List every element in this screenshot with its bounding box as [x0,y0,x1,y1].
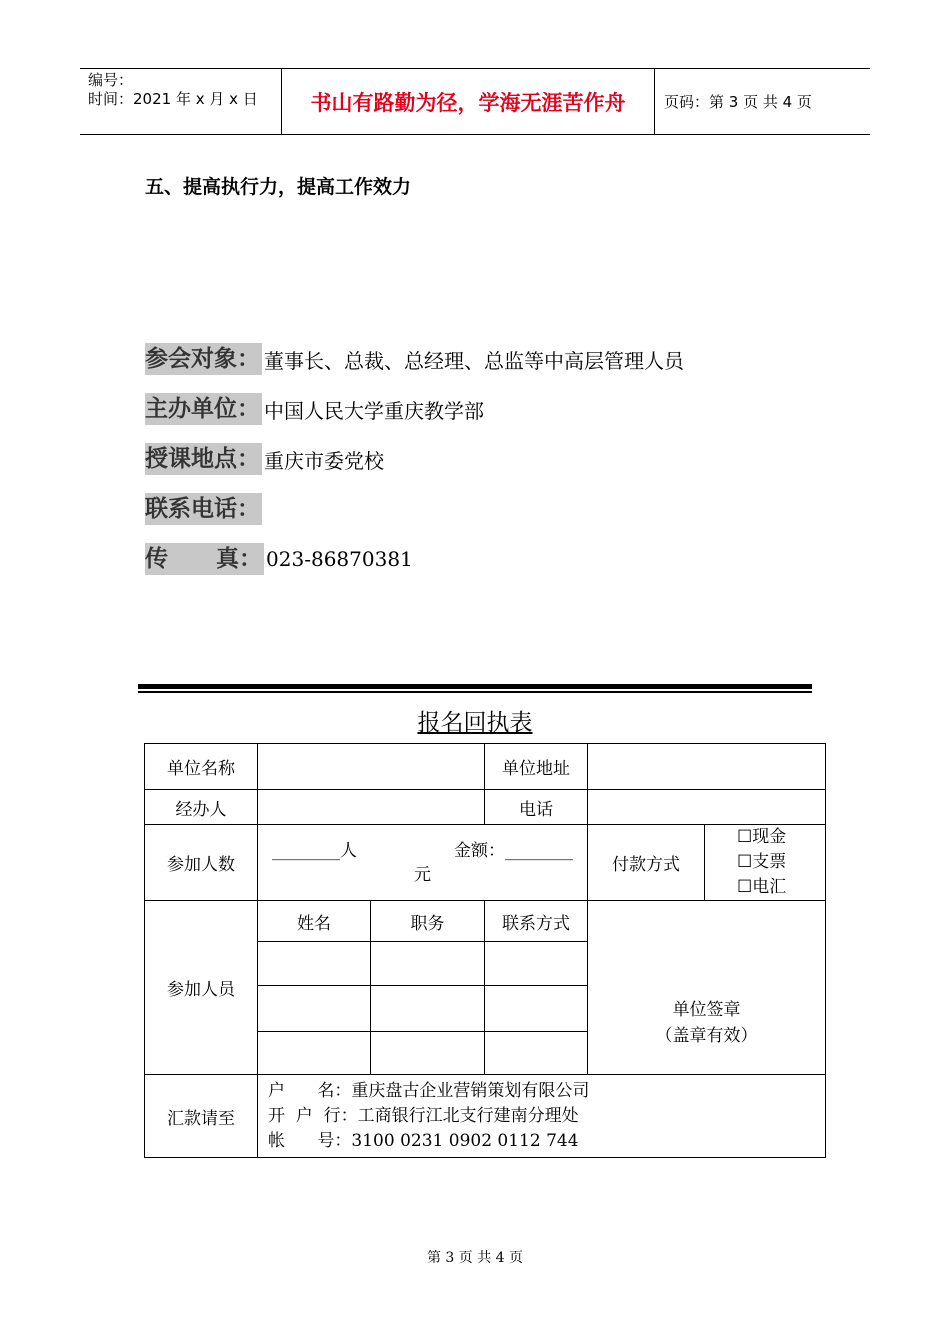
info-row-fax [145,543,413,575]
attendee-name-field[interactable] [258,986,371,1032]
unit-name-label: 单位名称 [145,744,258,790]
info-label: 主办单位： [145,393,262,425]
info-row-attendees [145,343,684,375]
page-footer: 第 3 页 共 4 页 [426,1250,524,1266]
attendee-contact-field[interactable] [485,986,588,1032]
header-motto: 书山有路勤为径，学海无涯苦作舟 [282,69,655,134]
phone-label: 电话 [485,790,588,825]
registration-form [144,743,826,1158]
attendee-position-field[interactable] [371,986,485,1032]
seal-label: 单位签章 [672,999,741,1020]
amount-label: 金额：________ [454,840,573,861]
attendee-name-field[interactable] [258,942,371,986]
info-value: 董事长、总裁、总经理、总监等中高层管理人员 [264,348,684,373]
payment-options [705,825,826,901]
unit-address-label: 单位地址 [485,744,588,790]
handler-field[interactable] [258,790,485,825]
attendees-label: 参加人员 [145,901,258,1075]
attendee-position-field[interactable] [371,942,485,986]
info-label: 传 真： [145,543,264,575]
col-position-header: 职务 [371,901,485,942]
attendee-name-field[interactable] [258,1032,371,1075]
page-header [80,68,870,135]
remit-bank: 开 户 行：工商银行江北支行建南分理处 [268,1105,579,1126]
unit-name-field[interactable] [258,744,485,790]
payment-option-cash[interactable]: ☐现金 [737,827,787,847]
col-contact-header: 联系方式 [485,901,588,942]
divider-thick [138,684,812,689]
info-label: 参会对象： [145,343,262,375]
attendee-contact-field[interactable] [485,1032,588,1075]
attendee-contact-field[interactable] [485,942,588,986]
col-name-header: 姓名 [258,901,371,942]
header-page-info: 页码：第 3 页 共 4 页 [664,93,812,111]
info-value: 中国人民大学重庆教学部 [264,398,484,423]
remit-account-name: 户 名：重庆盘古企业营销策划有限公司 [268,1080,590,1101]
payment-option-wire[interactable]: ☐电汇 [737,877,787,897]
remit-details [258,1075,826,1158]
form-title: 报名回执表 [417,710,533,736]
time-label: 时间：2021 年 x 月 x 日 [88,90,258,108]
info-row-venue [145,443,384,475]
divider-thin [138,691,812,693]
info-label: 授课地点： [145,443,262,475]
attendee-position-field[interactable] [371,1032,485,1075]
unit-address-field[interactable] [588,744,826,790]
number-label: 编号： [88,71,134,89]
seal-cell [588,901,826,1075]
section-title: 五、提高执行力，提高工作效力 [145,176,412,198]
payment-method-label: 付款方式 [588,825,705,901]
handler-label: 经办人 [145,790,258,825]
amount-unit: 元 [414,864,431,885]
header-meta [80,69,282,134]
info-value: 023-86870381 [266,547,413,571]
info-value: 重庆市委党校 [264,448,384,473]
info-label: 联系电话： [145,493,262,525]
seal-note: （盖章有效） [655,1025,758,1046]
attendee-count-field[interactable] [258,825,588,901]
attendee-count-label: 参加人数 [145,825,258,901]
count-blank: ________人 [272,840,357,861]
remit-to-label: 汇款请至 [145,1075,258,1158]
payment-option-check[interactable]: ☐支票 [737,852,787,872]
remit-account-number: 帐 号：3100 0231 0902 0112 744 [268,1130,579,1151]
info-row-phone [145,493,264,525]
info-row-organizer [145,393,484,425]
phone-field[interactable] [588,790,826,825]
